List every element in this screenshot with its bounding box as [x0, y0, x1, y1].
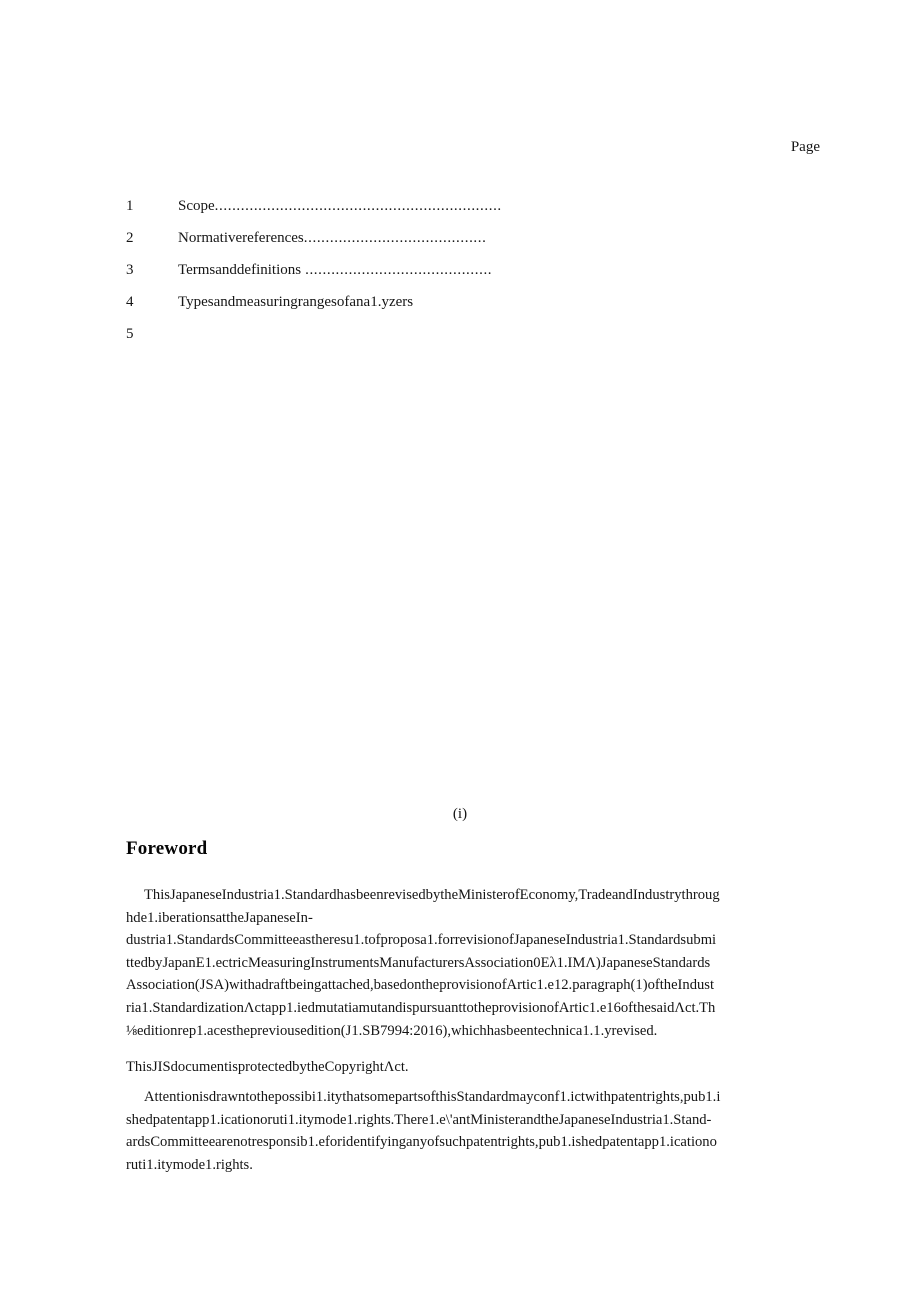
toc-entry-number: 4 — [126, 294, 134, 310]
body-line: shedpatentapp1.icationoruti1.itymode1.rights.There1.e\'antMinisterandtheJapaneseIndustria1.Stand- — [126, 1111, 712, 1128]
roman-page-number: (i) — [452, 806, 468, 822]
toc-row[interactable] — [126, 294, 826, 326]
body-line: ttedbyJapanE1.ectricMeasuringInstrumentsManufacturersAssociation0Eλ1.IMΛ)JapaneseStandards — [126, 954, 711, 971]
foreword-paragraph-1 — [126, 884, 820, 1042]
toc-entry-number: 5 — [126, 326, 134, 342]
copyright-notice-line: ThisJISdocumentisprotectedbytheCopyrightΛct. — [126, 1059, 409, 1075]
body-line: Association(JSA)withadraftbeingattached,basedontheprovisionofArtic1.e12.paragraph(1)oftheIndust — [126, 977, 715, 994]
body-line: ruti1.itymode1.rights. — [126, 1156, 253, 1173]
toc-dot-leader: .................................................................. — [214, 198, 502, 214]
toc-entry-number: 1 — [126, 198, 134, 214]
toc-entry-number: 2 — [126, 230, 134, 246]
toc-dot-leader: .......................................... — [303, 230, 487, 246]
toc-entry-title: Termsanddefinitions — [178, 262, 302, 278]
foreword-heading: Foreword — [126, 838, 208, 859]
body-line: dustria1.StandardsCommitteeastheresu1.tofproposa1.forrevisionofJapaneseIndustria1.Standardsubmi — [126, 932, 717, 949]
toc-row[interactable] — [126, 262, 826, 294]
foreword-paragraph-3 — [126, 1086, 820, 1176]
toc-entry-title: Typesandmeasuringrangesofana1.yzers — [178, 294, 414, 310]
body-line: ardsCommitteearenotresponsib1.eforidentifyinganyofsuchpatentrights,pub1.ishedpatentapp1.icationo — [126, 1134, 717, 1151]
body-line: ria1.StandardizationΛctapp1.iedmutatiamutandispursuanttotheprovisionofArtic1.e16ofthesaidΛct.Th — [126, 999, 716, 1016]
page-column-header: Page — [790, 139, 820, 155]
body-line: Attentionisdrawntothepossibi1.itythatsomepartsofthisStandardmayconf1.ictwithpatentrights,pub1.i — [144, 1089, 721, 1105]
toc-entry-title: Scope — [178, 198, 215, 214]
toc-row[interactable] — [126, 198, 826, 230]
toc-entry[interactable] — [178, 294, 413, 311]
foreword-paragraph-2 — [126, 1056, 820, 1079]
toc-entry-number: 3 — [126, 262, 134, 278]
toc-entry[interactable] — [178, 198, 503, 215]
toc-entry[interactable] — [178, 230, 496, 247]
toc-dot-leader: ........................................... — [305, 262, 493, 278]
toc-row[interactable] — [126, 326, 826, 358]
body-line: ⅛editionrep1.acesthepreviousedition(J1.SB7994:2016),whichhasbeentechnica1.1.yrevised. — [126, 1022, 658, 1039]
toc-row[interactable] — [126, 230, 826, 262]
body-line: hde1.iberationsattheJapaneseIn- — [126, 909, 313, 926]
table-of-contents — [126, 198, 826, 358]
toc-entry-title: Normativereferences — [178, 230, 304, 246]
body-line: ThisJapaneseIndustria1.StandardhasbeenrevisedbytheMinisterofEconomy,TradeandIndustrythroug — [144, 887, 720, 903]
toc-entry[interactable] — [178, 262, 501, 279]
